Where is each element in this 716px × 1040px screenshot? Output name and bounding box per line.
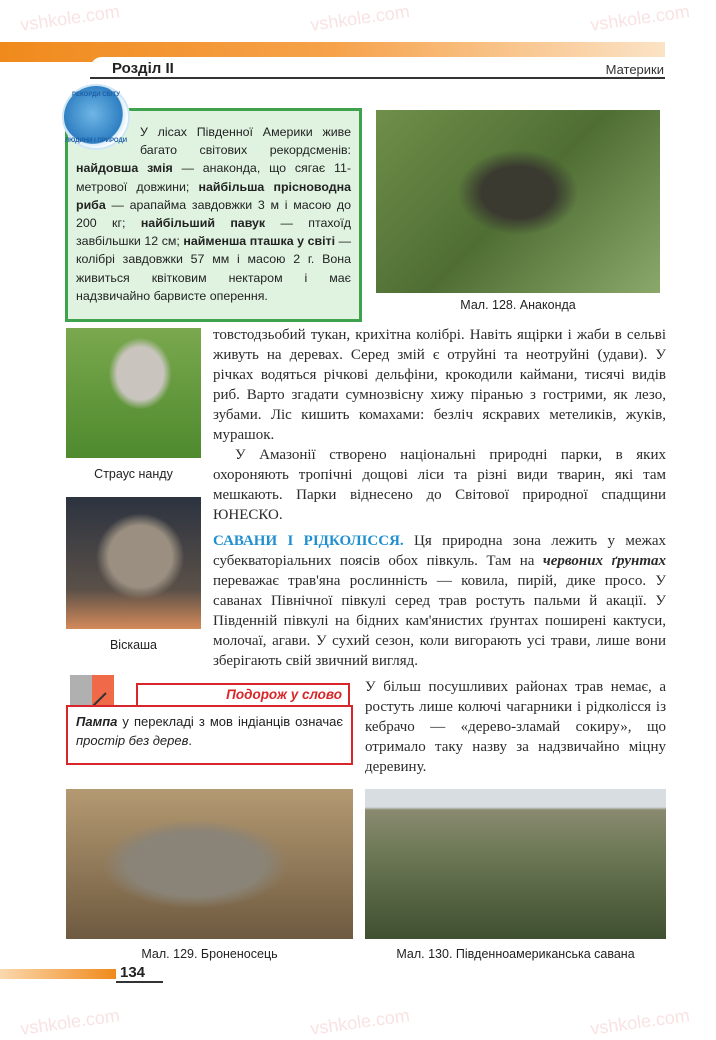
anaconda-caption: Мал. 128. Анаконда [460, 298, 576, 312]
records-text: — анаконда, що сягає 11-метрової довжини; [76, 161, 351, 194]
page-number: 134 [116, 965, 163, 983]
content-flow [66, 325, 666, 983]
word-term: Пампа [76, 714, 118, 729]
armadillo-photo [66, 789, 353, 939]
watermark: vshkole.com [589, 1005, 691, 1039]
red-soils-term: червоних ґрунтах [542, 553, 666, 569]
records-text: — арапайма завдовжки 3 м і масою до 200 кг; [76, 197, 351, 231]
word-box-title: Подорож у слово [136, 683, 350, 705]
chapter-title: Материки [605, 62, 664, 77]
page-number-bar [0, 969, 116, 979]
records-text: — птахоїд завбільшки 12 см; [76, 216, 351, 249]
record-snake: найдовша змія [76, 161, 173, 176]
word-journey-box [66, 677, 353, 767]
paragraph-savanna [213, 531, 666, 671]
armadillo-figure [66, 789, 353, 961]
paragraph-parks: У Амазонії створено національні природні парки, в яких охороняють тропічні дощові ліси та різні види тварин, які там мешкають. Парки віднесено до Світової природної спадщини ЮНЕСКО. [213, 447, 666, 523]
savanna-caption: Мал. 130. Південноамериканська савана [396, 947, 635, 961]
watermark: vshkole.com [19, 1, 121, 35]
main-text [213, 325, 666, 671]
paragraph-quebracho: У більш посушливих районах трав немає, а ростуть лише колючі чагарники і рідколісся із кебрачо — «дерево-зламай сокиру», що отримало таку назву за надзвичайно міцну деревину. [365, 679, 666, 775]
watermark: vshkole.com [19, 1005, 121, 1039]
savanna-text: переважає трав'яна рослинність — ковила, пирій, дике просо. У саванах Північної півкулі серед трав ростуть пальми й акації. У Південній півкулі на бідних кам'янистих ґрунтах поширені кактуси, молочаї, агави. У сухий сезон, коли вигорають усі трави, лише вони зберігають свій звичний вигляд. [213, 573, 666, 669]
word-text: у перекладі з мов індіанців означає [117, 714, 343, 729]
header-tab [90, 57, 665, 79]
record-bird: найменша пташка у світі [183, 234, 336, 249]
globe-icon [62, 84, 130, 150]
savanna-photo [365, 789, 666, 939]
badge-top-text: РЕКОРДИ СВІТУ [72, 92, 120, 98]
watermark: vshkole.com [309, 1005, 411, 1039]
record-fish: найбільша прісноводна риба [76, 179, 351, 212]
viscacha-caption: Віскаша [109, 638, 158, 652]
records-text: У лісах Південної Америки живе багато світових рекордсменів: [140, 125, 351, 158]
watermark: vshkole.com [309, 1, 411, 35]
savanna-heading: САВАНИ І РІДКОЛІССЯ. [213, 533, 404, 549]
watermark: vshkole.com [589, 1, 691, 35]
paragraph-fauna: товстодзьобий тукан, крихітна колібрі. Навіть ящірки і жаби в сельві живуть на деревах. Серед змій є отруйні та неотруйні (удави). У річках водяться річкові дельфіни, крокодили каймани, тисячі видів риб. Варто згадати сумнозвісну хижу піранью з гострими, як лезо, зубами. Ліс кишить комахами: безліч яскравих метеликів, жуків, мурашок. [213, 327, 666, 443]
rhea-caption: Страус нанду [94, 467, 173, 481]
record-spider: найбільший павук [140, 216, 266, 231]
section-title: Розділ II [112, 60, 174, 77]
word-box-body [66, 705, 353, 765]
savanna-text: Ця природна зона лежить у межах субекваторіальних поясів обох півкуль. Там на [213, 533, 666, 569]
word-text: . [188, 733, 193, 748]
savanna-figure [365, 789, 666, 961]
word-box-row [66, 677, 666, 777]
badge-bottom-text: ЛЮДИНИ І ПРИРОДИ [64, 138, 128, 144]
figures-row [66, 789, 666, 961]
records-text: — колібрі завдовжки 57 мм і масою 2 г. Вона живиться квітковим нектаром і має надзвичайно барвисте оперення. [76, 234, 351, 303]
word-meaning: простір без дерев [76, 733, 189, 748]
armadillo-caption: Мал. 129. Броненосець [141, 947, 278, 961]
page-footer [0, 964, 666, 983]
anaconda-photo [376, 110, 660, 293]
